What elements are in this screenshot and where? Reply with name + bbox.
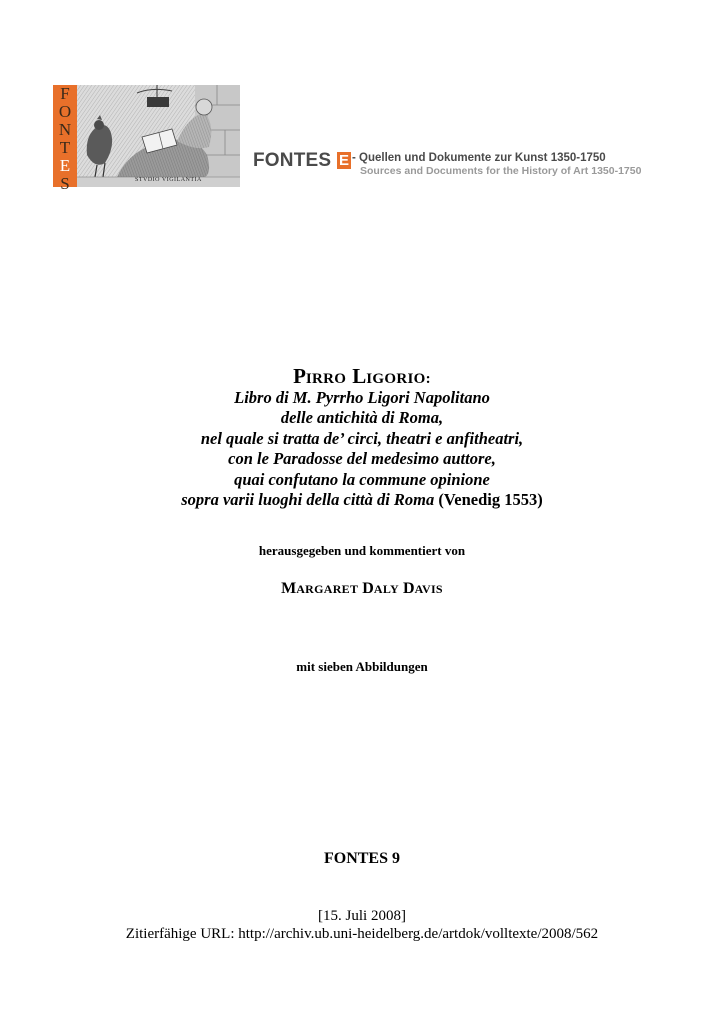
author-last-rest: IGORIO: <box>366 371 431 387</box>
logo-letter: S <box>60 174 70 193</box>
title-publication-place-year: (Venedig 1553) <box>434 490 543 510</box>
book-title <box>0 388 724 510</box>
editor-middle-cap: D <box>362 580 374 597</box>
brand-subtitle-english: Sources and Documents for the History of Art 1350-1750 <box>360 165 642 177</box>
citation-url: Zitierfähige URL: http://archiv.ub.uni-heidelberg.de/artdok/volltexte/2008/562 <box>125 926 599 942</box>
brand-wordmark: FONTES <box>253 150 332 171</box>
editor-first-cap: M <box>281 580 297 597</box>
logo-letter: F <box>60 84 70 103</box>
editor-first-rest: ARGARET <box>296 582 359 596</box>
title-line: quai confutano la commune opinione <box>234 469 490 489</box>
publication-date: [15. Juli 2008] <box>318 908 406 924</box>
editor-name <box>0 580 724 598</box>
logo-letter: T <box>59 138 71 157</box>
scholar-engraving-image <box>77 85 240 187</box>
author-first-rest: IRRO <box>305 371 347 387</box>
editor-middle-rest: ALY <box>373 582 399 596</box>
logo-motto: STVDIO VIGILANTIA <box>135 177 202 183</box>
title-line: delle antichità di Roma, <box>280 408 444 428</box>
logo-letter: O <box>58 102 72 121</box>
editor-note: herausgegeben und kommentiert von <box>258 543 466 558</box>
author-last-cap: L <box>352 364 367 388</box>
brand-e-badge: E <box>338 152 349 169</box>
illustrations-note: mit sieben Abbildungen <box>296 659 428 674</box>
title-line: con le Paradosse del medesimo auttore, <box>228 449 496 469</box>
logo-letter: N <box>58 120 72 139</box>
author-first-cap: P <box>293 364 306 388</box>
editor-last-rest: AVIS <box>414 582 443 596</box>
series-label: FONTES 9 <box>323 850 400 867</box>
author-heading <box>0 364 724 391</box>
brand-subtitle-german: - Quellen und Dokumente zur Kunst 1350-1750 <box>352 152 606 164</box>
title-last-italic: sopra varii luoghi della città di Roma <box>181 490 435 510</box>
title-line: nel quale si tratta de’ circi, theatri e anfitheatri, <box>200 428 524 448</box>
title-line-last <box>0 490 724 510</box>
logo-letter-strip <box>53 84 77 193</box>
logo-letter: E <box>59 156 71 175</box>
fontes-logo <box>53 84 240 193</box>
editor-last-cap: D <box>403 580 415 597</box>
title-line: Libro di M. Pyrrho Ligori Napolitano <box>234 388 490 407</box>
